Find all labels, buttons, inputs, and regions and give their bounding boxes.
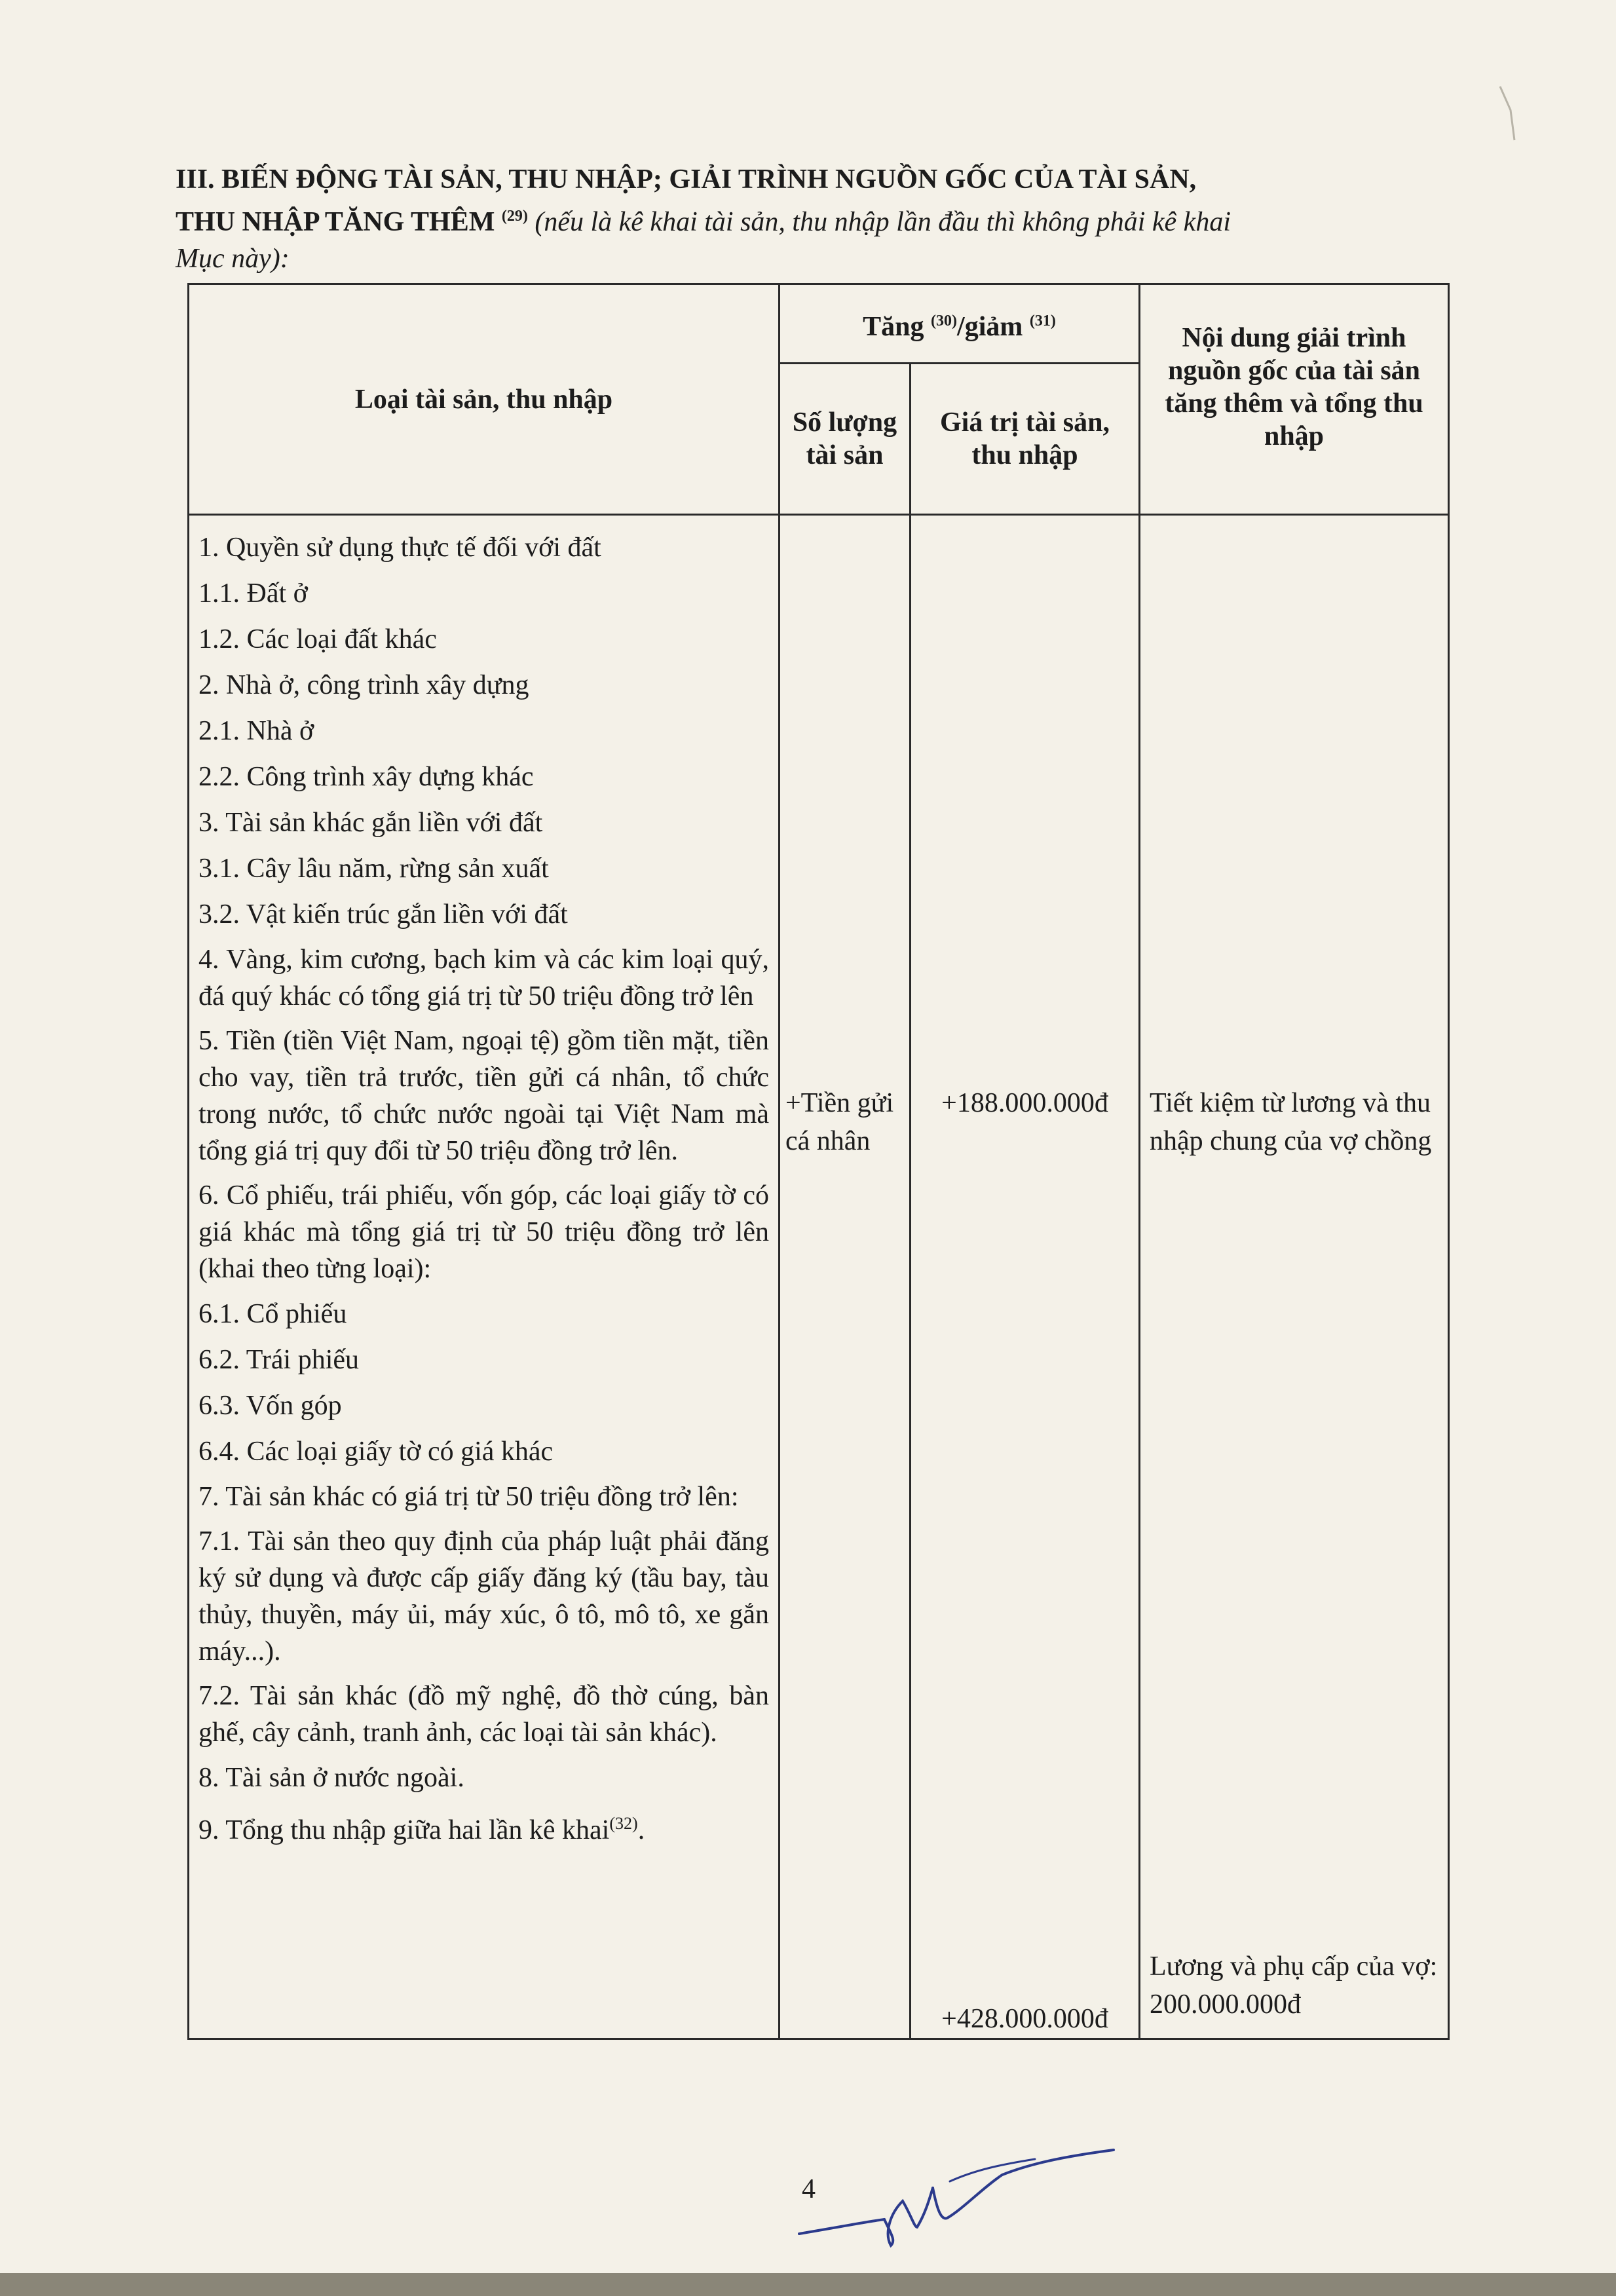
section-footnote-ref: (29) [501, 208, 528, 225]
header-value: Giá trị tài sản, thu nhập [911, 364, 1140, 515]
table-body-row [189, 515, 1449, 2039]
value-cell [911, 515, 1140, 2039]
list-item: 3. Tài sản khác gắn liền với đất [198, 808, 543, 838]
header-increase-note: (30) [931, 312, 958, 329]
section-note-cont: Mục này): [176, 244, 290, 274]
section-note: (nếu là kê khai tài sản, thu nhập lần đầu thì không phải kê khai [535, 207, 1231, 237]
row5-quantity: +Tiền gửi cá nhân [785, 1088, 894, 1156]
list-item: 2.1. Nhà ở [198, 716, 314, 746]
header-explanation: Nội dung giải trình nguồn gốc của tài sản tăng thêm và tổng thu nhập [1140, 284, 1449, 515]
list-item: 7.1. Tài sản theo quy định của pháp luật phải đăng ký sử dụng và được cấp giấy đăng ký (tầu bay, tàu thủy, thuyền, máy ủi, máy xúc, ô tô, mô tô, xe gắn máy...). [198, 1526, 769, 1666]
list-item: 6.1. Cổ phiếu [198, 1299, 347, 1329]
header-change-sep: /giảm [957, 311, 1023, 342]
list-item: 6. Cổ phiếu, trái phiếu, vốn góp, các loại giấy tờ có giá khác mà tổng giá trị từ 50 triệu đồng trở lên (khai theo từng loại): [198, 1180, 769, 1284]
list-item [198, 1805, 769, 1849]
asset-change-table [187, 283, 1450, 2040]
item9-text: 9. Tổng thu nhập giữa hai lần kê khai [198, 1815, 610, 1845]
list-item: 6.3. Vốn góp [198, 1391, 342, 1421]
item9-footnote: (32) [609, 1814, 638, 1833]
list-item: 5. Tiền (tiền Việt Nam, ngoại tệ) gồm tiền mặt, tiền cho vay, tiền trả trước, tiền gửi cá nhân, tổ chức trong nước, tổ chức nước ngoài tại Việt Nam mà tổng giá trị quy đổi từ 50 triệu đồng trở lên. [198, 1026, 769, 1166]
header-asset-type: Loại tài sản, thu nhập [189, 284, 780, 515]
item9-suffix: . [637, 1815, 645, 1845]
list-item: 1. Quyền sử dụng thực tế đối với đất [198, 533, 601, 563]
row5-explanation: Tiết kiệm từ lương và thu nhập chung của vợ chồng [1150, 1088, 1432, 1156]
quantity-cell [780, 515, 911, 2039]
header-change [780, 284, 1140, 364]
signature-icon [786, 2136, 1127, 2253]
row9-value: +428.000.000đ [941, 2004, 1108, 2034]
page-number: 4 [802, 2174, 816, 2204]
list-item: 2.2. Công trình xây dựng khác [198, 762, 534, 792]
list-item: 3.2. Vật kiến trúc gắn liền với đất [198, 899, 568, 930]
explanation-cell [1140, 515, 1449, 2039]
section-title-line1: III. BIẾN ĐỘNG TÀI SẢN, THU NHẬP; GIẢI TRÌNH NGUỒN GỐC CỦA TÀI SẢN, [176, 164, 1197, 195]
header-decrease-note: (31) [1029, 312, 1056, 329]
list-item: 1.2. Các loại đất khác [198, 624, 437, 654]
asset-items-cell [189, 515, 780, 2039]
section-heading [176, 161, 1420, 277]
corner-mark-icon [1496, 84, 1522, 149]
list-item: 7.2. Tài sản khác (đồ mỹ nghệ, đồ thờ cúng, bàn ghế, cây cảnh, tranh ảnh, các loại tài sản khác). [198, 1681, 769, 1748]
list-item: 2. Nhà ở, công trình xây dựng [198, 670, 529, 700]
page-bottom-edge [0, 2273, 1616, 2296]
list-item: 1.1. Đất ở [198, 578, 308, 609]
list-item: 6.2. Trái phiếu [198, 1345, 360, 1375]
list-item: 6.4. Các loại giấy tờ có giá khác [198, 1437, 554, 1467]
section-title-line2: THU NHẬP TĂNG THÊM [176, 207, 495, 237]
list-item: 3.1. Cây lâu năm, rừng sản xuất [198, 854, 549, 884]
list-item: 4. Vàng, kim cương, bạch kim và các kim loại quý, đá quý khác có tổng giá trị từ 50 triệu đồng trở lên [198, 945, 769, 1011]
list-item: 8. Tài sản ở nước ngoài. [198, 1763, 464, 1793]
header-change-prefix: Tăng [863, 311, 924, 342]
header-quantity: Số lượng tài sản [780, 364, 911, 515]
row5-value: +188.000.000đ [941, 1088, 1108, 1118]
list-item: 7. Tài sản khác có giá trị từ 50 triệu đồng trở lên: [198, 1482, 739, 1512]
row9-explanation: Lương và phụ cấp của vợ: 200.000.000đ [1150, 1951, 1438, 2020]
